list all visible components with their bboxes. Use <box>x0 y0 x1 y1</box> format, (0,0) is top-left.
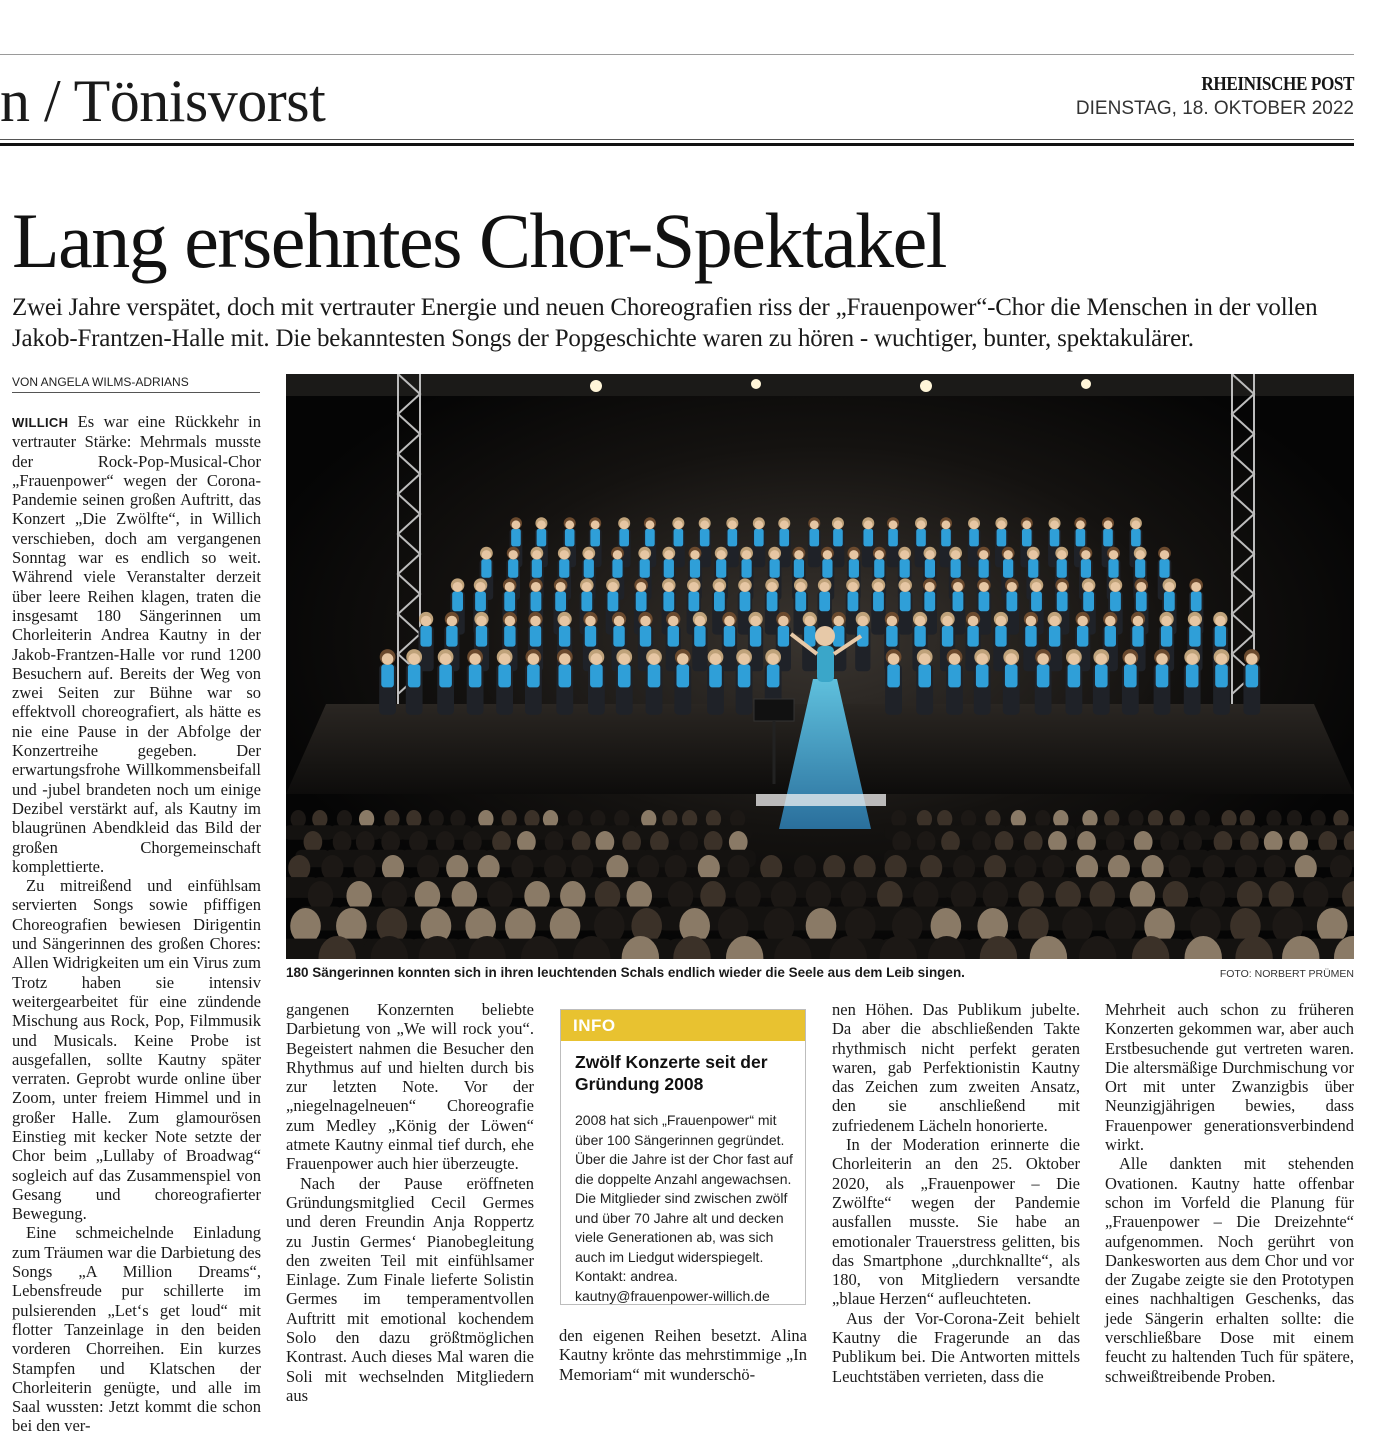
choir-singer <box>406 649 423 715</box>
dateline: WILLICH <box>12 415 69 430</box>
choir-singer <box>437 649 454 715</box>
choir-singer <box>1005 578 1019 634</box>
choir-singer <box>525 649 542 715</box>
audience-member <box>823 855 845 881</box>
audience-member <box>1142 855 1164 881</box>
article-column-5 <box>1105 1000 1354 1386</box>
article-paragraph: Nach der Pause eröffneten Gründungsmitglied Cecil Germes und deren Freundin Anja Roppertz zu Justin Germes‘ Pianobegleitung den zweiten Teil mit einfühlsamer Einlage. Zum Finale lieferte Solistin Germes im temperamentvollen Auftritt mit emotional kochendem Solo den dazu größtmöglichen Kontrast. Auch dieses Mal waren die Soli mit wechselnden Mitgliedern aus <box>286 1173 534 1405</box>
audience-member <box>1076 855 1098 881</box>
audience-member <box>382 855 404 881</box>
audience-member <box>1042 855 1064 881</box>
info-label: INFO <box>561 1010 805 1041</box>
choir-singer <box>748 612 763 671</box>
audience-member <box>984 855 1006 881</box>
article-paragraph <box>12 412 261 876</box>
article-paragraph: nen Höhen. Das Publikum jubelte. Da aber die abschließenden Takte rhythmisch nicht perfekt geraten waren, gab Perfektionistin Kautny das Zeichen zum zweiten Ansatz, den sie anschließend mit zufriedenem Lächeln honorierte. <box>832 1000 1080 1135</box>
choir-singer <box>496 649 513 715</box>
audience-member <box>1169 855 1191 881</box>
audience-member <box>417 855 439 881</box>
article-paragraph: Mehrheit auch schon zu früheren Konzerten gekommen war, aber auch Erstbesuchende gut vertreten waren. Die altersmäßige Durchmischung vor Ort mit unter Zwanzigbis über Neunzigjährigen bewies, dass Frauenpower generationsverbindend wirkt. <box>1105 1000 1354 1155</box>
article-paragraph: In der Moderation erinnerte die Chorleiterin an den 25. Oktober 2020, als „Frauenpower – Die Zwölfte“ wegen der Pandemie ausfallen musste. Sie habe an emotionaler Trauerstress gelitten, bis das Smartphone „durchknallte“, als 180, von Mitgliedern versandte „blaue Herzen“ aufleuchteten. <box>832 1135 1080 1309</box>
photo-caption: 180 Sängerinnen konnten sich in ihren leuchtenden Schals endlich wieder die Seele aus dem Leib singen. <box>286 965 965 980</box>
audience-member <box>854 855 876 881</box>
audience-member <box>920 855 942 881</box>
audience-member <box>1264 855 1286 881</box>
choir-singer <box>736 649 753 715</box>
audience-member <box>1203 855 1225 881</box>
article-byline: VON ANGELA WILMS-ADRIANS <box>12 374 260 393</box>
choir-singer <box>752 517 765 567</box>
audience-member <box>571 855 593 881</box>
concert-photo <box>286 374 1354 959</box>
article-paragraph: Aus der Vor-Corona-Zeit behielt Kautny die Fragerunde an das Publikum bei. Die Antworten mittels Leuchtstäben verrieten, dass die <box>832 1308 1080 1386</box>
choir-singer <box>974 649 991 715</box>
info-box <box>560 1009 806 1305</box>
choir-singer <box>1243 649 1260 715</box>
choir-singer <box>556 649 573 715</box>
article-paragraph: Zu mitreißend und einfühlsam servierten Songs sowie pfiffigen Choreografien bewiesen Dirigentin und Sängerinnen des großen Chores: Allen Widrigkeiten um ein Virus zum Trotz haben sie intensiv weitergearbeitet für eine zündende Mischung aus Rock, Pop, Filmmusik und Musicals. Keine Probe ist ausgefallen, sollte Kautny später verraten. Geprobt wurde online über Zoom, unter freiem Himmel und in großer Halle. Zum glamourösen Einstieg mit kecker Note setzte der Chor beim „Lullaby of Broadwag“ sogleich auf das Zusammenspiel von Gesang und choreografierter Bewegung. <box>12 876 261 1224</box>
audience-member <box>478 855 500 881</box>
article-headline: Lang ersehntes Chor-Spektakel <box>12 197 946 284</box>
choir-singer <box>1035 649 1052 715</box>
audience-member <box>665 855 687 881</box>
choir-singer <box>707 649 724 715</box>
header-bottom-rule <box>0 139 1354 140</box>
choir-singer <box>379 649 396 715</box>
audience-member <box>1014 855 1036 881</box>
article-paragraph: den eigenen Reihen besetzt. Alina Kautny krönte das mehrstimmige „In Memoriam“ mit wunderschö- <box>559 1326 807 1384</box>
paragraph-text: Es war eine Rückkehr in vertrauter Stärke: Mehrmals musste der Rock-Pop-Musical-Chor „Frauenpower“ wegen der Corona-Pandemie seinen großen Auftritt, das Konzert „Die Zwölfte“, in Willich verschieben, doch am vergangenen Sonntag war es endlich so weit. Während viele Veranstalter derzeit über leere Reihen klagen, traten die insgesamt 180 Sängerinnen um Chorleiterin Andrea Kautny in der Jakob-Frantzen-Halle vor rund 1200 Besuchern auf. Bereits der Weg von zwei Seiten zur Bühne war so effektvoll choreografiert, als hätte es nie eine Pause in der Abfolge der Konzertreihe gegeben. Der erwartungsfrohe Willkommensbeifall und -jubel brandeten noch um einige Dezibel verstärkt auf, als Kautny im blaugrünen Abendkleid das Bild der großen Chorgemeinschaft komplettierte. <box>12 412 261 876</box>
audience-member <box>1235 855 1257 881</box>
audience-member <box>1330 855 1352 881</box>
choir-singer <box>1003 649 1020 715</box>
choir-singer <box>1047 612 1062 671</box>
photo-credit: FOTO: NORBERT PRÜMEN <box>1219 968 1354 980</box>
choir-singer <box>887 517 900 567</box>
choir-singer <box>862 517 875 567</box>
audience-member <box>637 855 659 881</box>
choir-singer <box>692 612 707 671</box>
article-paragraph: Eine schmeichelnde Einladung zum Träumen war die Darbietung des Songs „A Million Dreams“, Lebensfreude pur schillerte im pulsierenden „Let‘s get loud“ mit flotter Tanzeinlage in den beiden vorderen Chorreihen. Ein kurzes Stampfen und Klatschen der Chorleiterin genügte, und alle im Saal wussten: Jetzt kommt die schon bei den ver- <box>12 1223 261 1436</box>
article-column-2 <box>286 1000 534 1405</box>
choir-singer <box>946 649 963 715</box>
choir-singer <box>916 649 933 715</box>
audience-member <box>446 855 468 881</box>
choir-singer <box>1065 649 1082 715</box>
choir-singer <box>1023 612 1038 671</box>
choir-singer <box>1184 649 1201 715</box>
audience-member <box>728 855 750 881</box>
choir-singer <box>616 649 633 715</box>
choir-singer <box>1122 649 1139 715</box>
audience-member <box>288 855 310 881</box>
info-title: Zwölf Konzerte seit der Gründung 2008 <box>575 1052 768 1094</box>
choir-singer <box>726 517 739 567</box>
audience-member <box>794 855 816 881</box>
article-lead: Zwei Jahre verspätet, doch mit vertrauter Energie und neuen Choreografien riss der „Frauenpower“-Chor die Menschen in der vollen Jakob-Frantzen-Halle mit. Die bekanntesten Songs der Popgeschichte waren zu hören - wuchtiger, bunter, spektakulärer. <box>12 294 1318 352</box>
choir-singer <box>646 649 663 715</box>
choir-singer <box>808 517 821 567</box>
choir-singer <box>467 649 484 715</box>
audience-member <box>953 855 975 881</box>
choir-singer <box>722 612 737 671</box>
choir-singer <box>765 578 779 634</box>
choir-singer <box>1154 649 1171 715</box>
audience-member <box>698 855 720 881</box>
article-column-4 <box>832 1000 1080 1386</box>
choir-singer <box>1213 649 1230 715</box>
choir-singer <box>977 578 991 634</box>
audience-member <box>511 855 533 881</box>
audience-member <box>760 855 782 881</box>
choir-singer <box>898 578 912 634</box>
article-paragraph: gangenen Konzernten beliebte Darbietung von „We will rock you“. Begeistert nahmen die Besucher den Rhythmus auf und hielten durch bis zur letzten Note. Vor der „niegelnagelneuen“ Choreografie zum Medley „König der Löwen“ atmete Kautny einmal tief durch, ehe Frauenpower auch hier überzeugte. <box>286 1000 534 1174</box>
choir-singer <box>855 612 870 671</box>
audience-member <box>544 855 566 881</box>
choir-singer <box>885 649 902 715</box>
audience-member <box>1108 855 1130 881</box>
audience-member <box>354 855 376 881</box>
choir-singer <box>832 517 845 567</box>
choir-stage-image <box>286 374 1354 959</box>
choir-singer <box>674 649 691 715</box>
newspaper-brand: RHEINISCHE POST <box>1201 73 1354 95</box>
choir-singer <box>419 612 434 671</box>
audience-member <box>606 855 628 881</box>
audience-member <box>885 855 907 881</box>
issue-date: DIENSTAG, 18. OKTOBER 2022 <box>1075 98 1354 119</box>
audience-member <box>321 855 343 881</box>
section-title: n / Tönisvorst <box>0 68 326 134</box>
info-text: 2008 hat sich „Frauenpower“ mit über 100 Sängerinnen gegründet. Über die Jahre ist der Chor fast auf die doppelte Anzahl angewachsen. Die Mitglieder sind zwischen zwölf und über 70 Jahre alt und decken viele Generationen ab, was sich auch im Liedgut widerspiegelt. Kontakt: andrea. kautny@frauenpower-willich.de <box>575 1112 793 1304</box>
article-column-3 <box>559 1326 807 1384</box>
masthead <box>1076 73 1354 123</box>
choir-singer <box>1093 649 1110 715</box>
article-paragraph: Alle dankten mit stehenden Ovationen. Kautny hatte offenbar schon im Vorfeld die Planung für „Frauenpower – Die Dreizehnte“ aufgenommen. Noch gerührt von Dankesworten aus dem Chor und vor der Zugabe zeigte sie den Prototypen eines nachhaltigen Geschenks, das jede Sängerin erhalten sollte: die verschließbare Dose mit einem feucht zu haltenden Tuch für spätere, schweißtreibende Proben. <box>1105 1154 1354 1386</box>
choir-singer <box>871 578 885 634</box>
header-top-rule <box>0 54 1354 55</box>
choir-singer <box>588 649 605 715</box>
audience-member <box>1295 855 1317 881</box>
article-column-1 <box>12 412 261 1436</box>
header-thick-rule <box>0 143 1354 146</box>
choir-singer <box>802 612 817 671</box>
